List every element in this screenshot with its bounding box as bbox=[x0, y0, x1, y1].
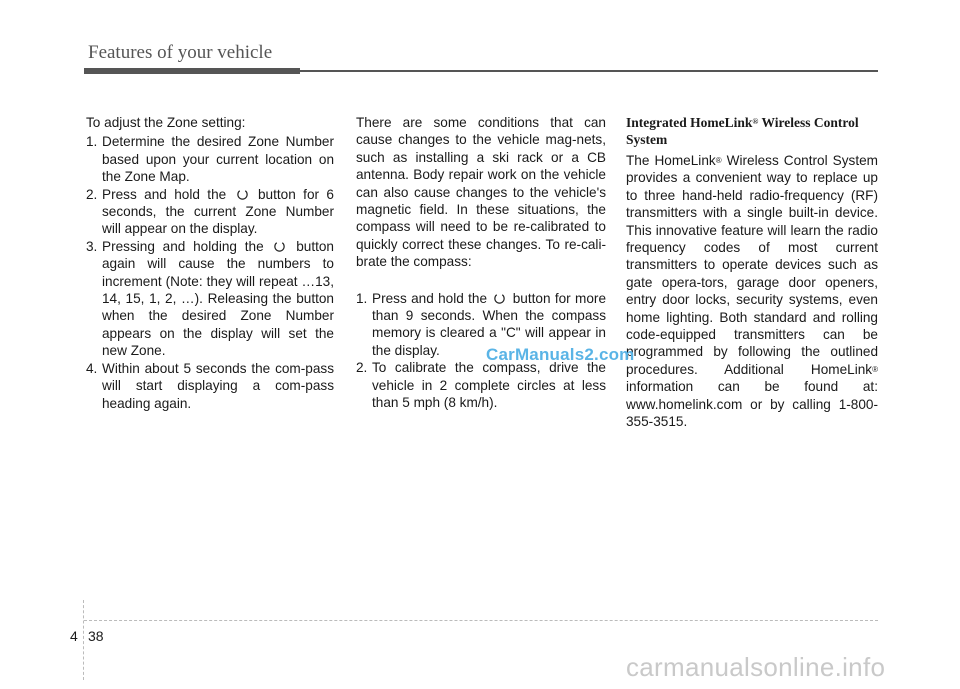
homelink-section-title bbox=[626, 114, 878, 148]
footer-rule bbox=[84, 620, 878, 621]
step-text-post: button for 6 seconds, the current Zone Number will appear on the display. bbox=[102, 186, 334, 237]
list-item bbox=[356, 359, 606, 411]
footer-vertical-rule bbox=[83, 600, 84, 680]
title-text: Integrated HomeLink bbox=[626, 115, 753, 130]
zone-intro: To adjust the Zone setting: bbox=[86, 115, 246, 130]
compass-button-icon bbox=[493, 292, 506, 305]
list-item bbox=[86, 186, 334, 238]
header-rule-thin bbox=[300, 70, 878, 72]
step-text-post: button again will cause the numbers to increment (Note: they will repeat …13, 14, 15, 1, 2, …). Releasing the button when the desired Zone Number appears on the display will set the new Zone. bbox=[102, 238, 334, 359]
body-text: Wireless Control System provides a convenient way to replace up to three hand-held radio-frequency (RF) transmitters with a single built-in device. This innovative feature will learn the radio frequency codes of most current transmitters to operate devices such as gate opera-tors, garage door openers, entry door locks, security systems, even home lighting. Both standard and rolling code-equipped transmitters can be programmed by following the outlined procedures. Additional HomeLink bbox=[626, 153, 878, 377]
page-number: 38 bbox=[88, 628, 104, 644]
step-text: Within about 5 seconds the com-pass will start displaying a com-pass heading again. bbox=[102, 360, 334, 411]
column-homelink bbox=[626, 114, 878, 431]
step-text: Determine the desired Zone Number based upon your current location on the Zone Map. bbox=[102, 134, 334, 185]
page-header-title: Features of your vehicle bbox=[88, 42, 273, 63]
step-number: 1. bbox=[86, 134, 98, 150]
watermark-logo: CarManuals2.com bbox=[486, 345, 635, 364]
registered-mark: ® bbox=[752, 117, 759, 126]
calibration-intro: There are some conditions that can cause changes to the vehicle mag-nets, such as installing a ski rack or a CB antenna. Body repair work on the vehicle can also cause changes to the vehicle's magnetic field. In these situations, the compass will need to be re-calibrated to quickly correct these changes. To re-cali-brate the compass: bbox=[356, 115, 606, 270]
step-number: 2. bbox=[356, 360, 368, 376]
list-item bbox=[86, 238, 334, 360]
zone-steps bbox=[86, 133, 334, 412]
step-number: 1. bbox=[356, 290, 368, 306]
spacer bbox=[356, 271, 606, 288]
step-number: 2. bbox=[86, 186, 98, 202]
step-text: To calibrate the compass, drive the vehicle in 2 complete circles at less than 5 mph (8 km/h). bbox=[372, 360, 606, 411]
step-text-pre: Pressing and holding the bbox=[102, 238, 264, 254]
column-zone-setting bbox=[86, 114, 334, 412]
title-text: Wireless Control System bbox=[626, 115, 859, 147]
list-item bbox=[86, 133, 334, 185]
homelink-body bbox=[626, 152, 878, 431]
column-calibration bbox=[356, 114, 606, 412]
compass-button-icon bbox=[273, 240, 286, 253]
header-rule-thick bbox=[84, 68, 300, 74]
body-text: information can be found at: www.homelink.com or by calling 1-800-355-3515. bbox=[626, 379, 878, 430]
body-text: The HomeLink bbox=[626, 153, 716, 168]
list-item bbox=[86, 360, 334, 412]
page-chapter-number: 4 bbox=[70, 628, 78, 644]
step-number: 3. bbox=[86, 238, 98, 254]
registered-mark: ® bbox=[715, 156, 722, 165]
compass-button-icon bbox=[236, 188, 249, 201]
step-text-post: button for more than 9 seconds. When the compass memory is cleared a "C" will appear in the display. bbox=[372, 290, 607, 358]
step-number: 4. bbox=[86, 360, 98, 376]
registered-mark: ® bbox=[872, 364, 878, 374]
step-text-pre: Press and hold the bbox=[102, 186, 227, 202]
site-watermark: carmanualsonline.info bbox=[626, 652, 886, 682]
step-text-pre: Press and hold the bbox=[372, 290, 488, 306]
